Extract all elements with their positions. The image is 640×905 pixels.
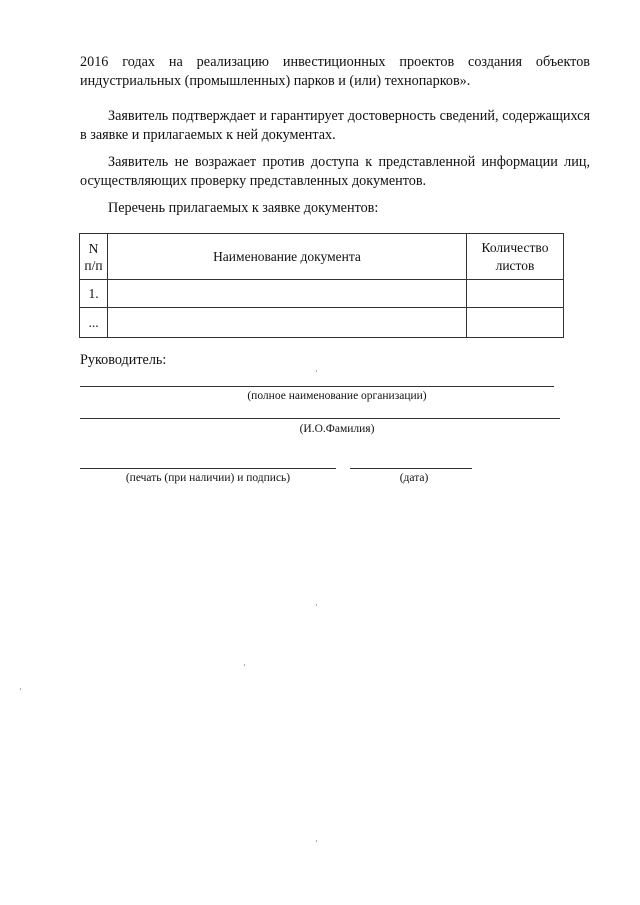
header-sheet-count: Количество листов <box>467 234 564 280</box>
documents-table <box>79 233 564 338</box>
documents-list-title: Перечень прилагаемых к заявке документов: <box>108 200 379 216</box>
intro-line-2: индустриальных (промышленных) парков и (или) технопарков». <box>80 73 471 89</box>
row-number-cell: 1. <box>80 280 108 308</box>
row-name-cell[interactable] <box>108 280 467 308</box>
date-caption: (дата) <box>399 472 429 484</box>
row-number-cell: ... <box>80 308 108 338</box>
access-text: Заявитель не возражает против доступа к представленной информации лиц, осуществляющих проверку представленных документов. <box>80 154 590 189</box>
date-line <box>350 468 472 469</box>
scan-speck <box>20 688 21 690</box>
row-name-cell[interactable] <box>108 308 467 338</box>
access-paragraph <box>80 153 590 191</box>
organization-line <box>80 386 554 387</box>
row-qty-cell[interactable] <box>467 308 564 338</box>
scan-speck <box>244 664 245 666</box>
header-document-name: Наименование документа <box>108 234 467 280</box>
scan-speck <box>316 840 317 842</box>
table-header-row <box>80 234 564 280</box>
header-number: N п/п <box>80 234 108 280</box>
confirm-text: Заявитель подтверждает и гарантирует достоверность сведений, содержащихся в заявке и прилагаемых к ней документах. <box>80 108 590 143</box>
seal-signature-caption: (печать (при наличии) и подпись) <box>125 472 291 484</box>
confirm-paragraph <box>80 107 590 145</box>
table-row <box>80 308 564 338</box>
name-caption: (И.О.Фамилия) <box>299 423 375 435</box>
scan-speck <box>316 370 317 372</box>
seal-signature-line <box>80 468 336 469</box>
intro-line-1: 2016 годах на реализацию инвестиционных проектов создания объектов <box>80 54 590 70</box>
head-label: Руководитель: <box>80 352 167 368</box>
intro-paragraph <box>80 53 590 91</box>
name-line <box>80 418 560 419</box>
table-row <box>80 280 564 308</box>
scan-speck <box>316 604 317 606</box>
row-qty-cell[interactable] <box>467 280 564 308</box>
organization-caption: (полное наименование организации) <box>247 390 427 402</box>
